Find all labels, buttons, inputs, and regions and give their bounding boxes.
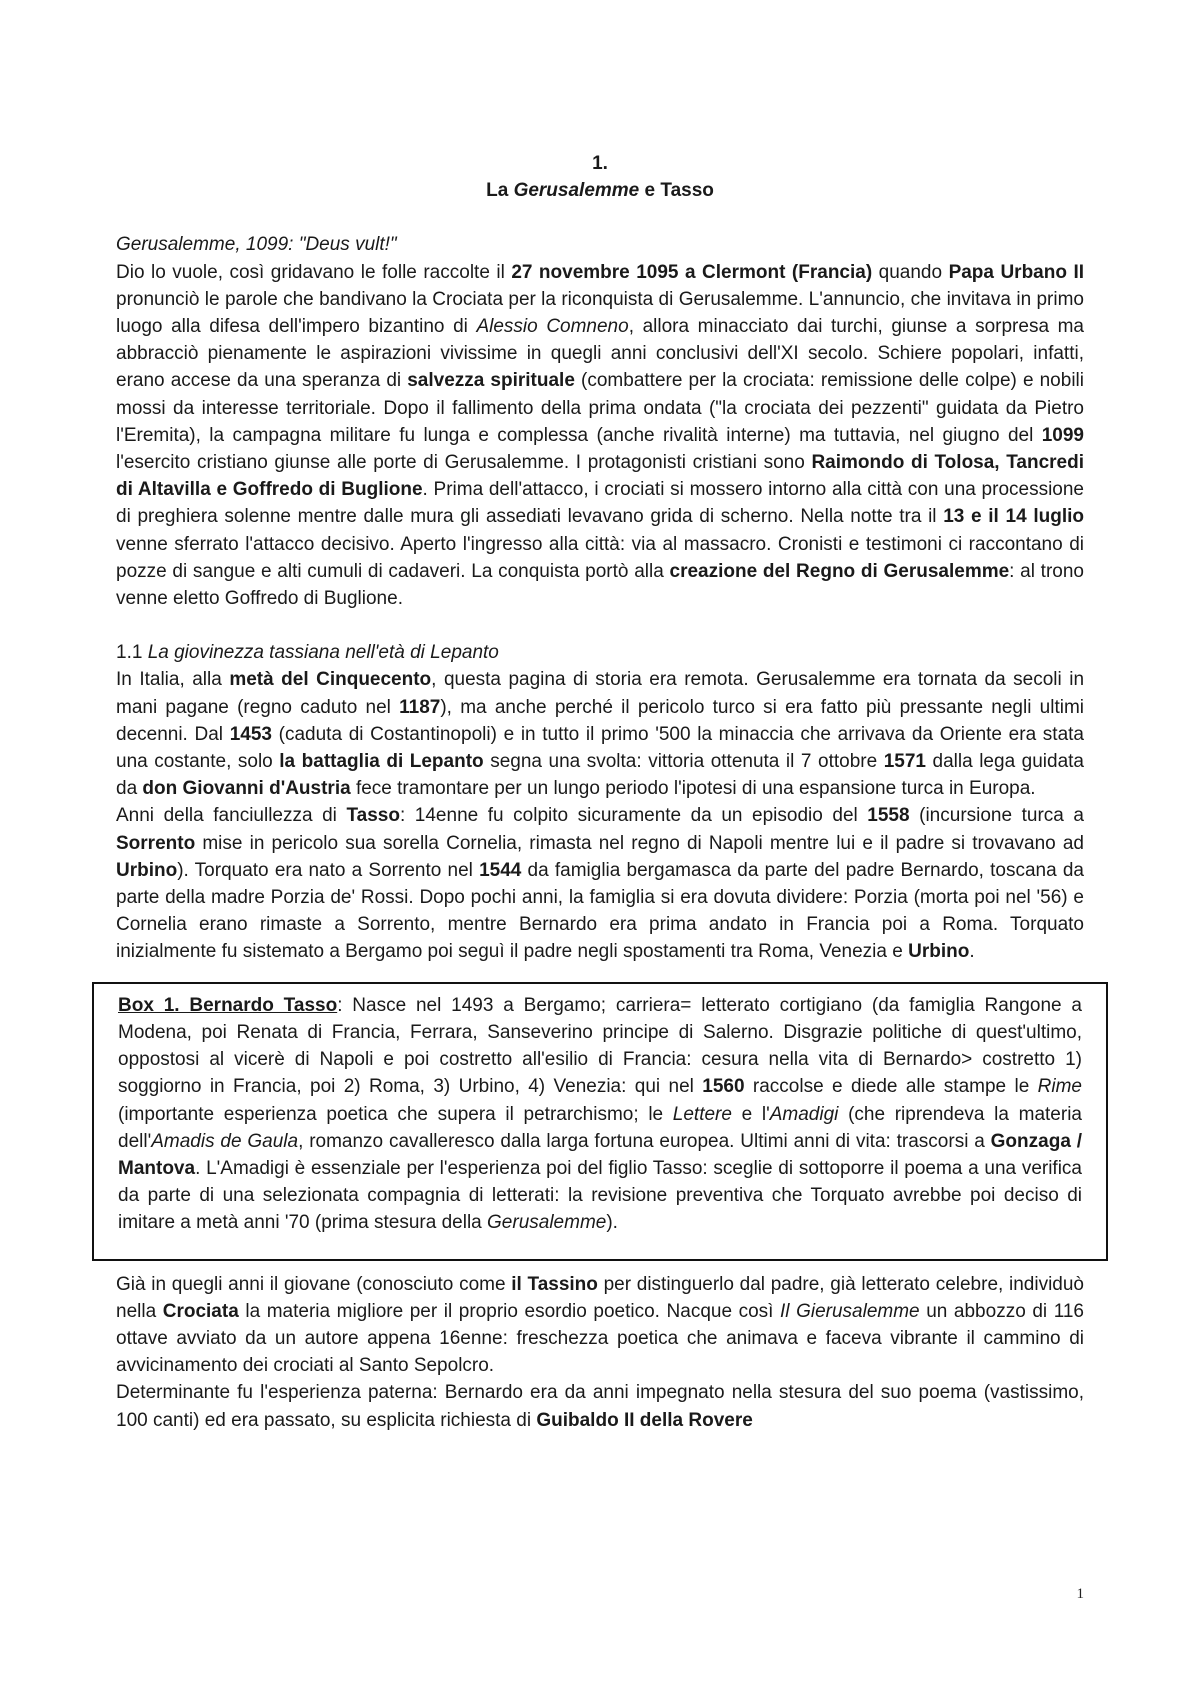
italic-text: Amadigi — [769, 1103, 839, 1125]
page-content — [116, 150, 1084, 1434]
chapter-title-pre: La — [486, 180, 514, 202]
text: . — [969, 941, 975, 963]
text: ), ma anche perché il pericolo turco si era fatto più pressante negli ultimi decenni. Dal — [116, 696, 1084, 745]
text: . L'Amadigi è essenziale per l'esperienza poi del figlio Tasso: sceglie di sottoporre il poema a una verifica da parte di una selezionata compagnia di letterati: la revisione preventiva che Torquato avrebbe poi deciso di imitare a metà anni '70 (prima stesura della — [118, 1157, 1082, 1234]
text: ). Torquato era nato a Sorrento nel — [177, 859, 480, 881]
italic-text: Il Gierusalemme — [780, 1300, 920, 1322]
bold-text: salvezza spirituale — [407, 370, 575, 392]
text: raccolse e diede alle stampe le — [744, 1076, 1038, 1098]
italic-text: Rime — [1037, 1076, 1082, 1098]
text: da famiglia bergamasca da parte del padre Bernardo, toscana da parte della madre Porzia de' Rossi. Dopo pochi anni, la famiglia si era dovuta dividere: Porzia (morta poi nel '56) e Cornelia erano rimaste a Sorrento, mentre Bernardo era prima andato in Francia poi a Roma. Torquato inizialmente fu sistemato a Bergamo poi seguì il padre negli spostamenti tra Roma, Venezia e — [116, 859, 1085, 963]
text: : 14enne fu colpito sicuramente da un episodio del — [399, 805, 868, 827]
box-text — [118, 992, 1082, 1237]
bold-text: 1558 — [867, 805, 910, 827]
text: : al trono venne eletto Goffredo di Buglione. — [116, 560, 1084, 610]
spacer — [116, 612, 1084, 639]
section-subtitle — [116, 231, 1084, 258]
text: venne sferrato l'attacco decisivo. Aperto l'ingresso alla città: via al massacro. Cronisti e testimoni ci raccontano di pozze di sangue e alti cumuli di cadaveri. La conquista portò alla — [116, 533, 1084, 582]
italic-text: Alessio Comneno — [476, 316, 629, 338]
text: l'esercito cristiano giunse alle porte di Gerusalemme. I protagonisti cristiani sono — [116, 452, 812, 474]
text: (caduta di Costantinopoli) e in tutto il primo '500 la minaccia che arrivava da Oriente era stata una costante, solo — [116, 723, 1085, 773]
bold-text: Gonzaga / Mantova — [118, 1130, 1082, 1179]
bold-text: 1544 — [479, 859, 522, 881]
chapter-title-post: e Tasso — [639, 180, 714, 202]
text: , romanzo cavalleresco dalla larga fortuna europea. Ultimi anni di vita: trascorsi a — [298, 1130, 991, 1152]
paragraph-childhood — [116, 802, 1084, 965]
text: In Italia, alla — [116, 669, 230, 691]
text: e l' — [731, 1103, 770, 1125]
bold-text: creazione del Regno di Gerusalemme — [669, 560, 1010, 582]
text: quando — [872, 261, 949, 283]
subtitle-jerusalem-1099: Gerusalemme, 1099: "Deus vult!" — [116, 234, 397, 256]
chapter-number: 1. — [592, 153, 608, 174]
spacer — [116, 1261, 1084, 1271]
text: : Nasce nel 1493 a Bergamo; carriera= letterato cortigiano (da famiglia Rangone a Modena, poi Renata di Francia, Ferrara, Sanseverino principe di Salerno. Disgrazie politiche di quest'ultimo, oppostosi al vicerè di Napoli e poi costretto all'esilio di Francia: cesura nella vita di Bernardo> costretto 1) soggiorno in Francia, poi 2) Roma, 3) Urbino, 4) Venezia: qui nel — [118, 994, 1083, 1098]
text: (combattere per la crociata: remissione delle colpe) e nobili mossi da interesse territoriale. Dopo il fallimento della prima ondata ("la crociata dei pezzenti" guidata da Pietro l'Eremita), la campagna militare fu lunga e complessa (anche rivalità interne) ma tuttavia, nel giugno del — [116, 370, 1084, 446]
bold-text: 1099 — [1041, 424, 1084, 446]
bold-text: 13 e il 14 luglio — [943, 506, 1084, 528]
bold-text: Guibaldo II della Rovere — [536, 1409, 753, 1431]
text: segna una svolta: vittoria ottenuta il 7 ottobre — [483, 751, 884, 773]
bold-text: Raimondo di Tolosa, Tancredi di Altavilla e Goffredo di Buglione — [116, 452, 1084, 501]
text: un abbozzo di 116 ottave avviato da un autore appena 16enne: freschezza poetica che animava e faceva vibrante il cammino di avvicinamento dei crociati al Santo Sepolcro. — [116, 1300, 1084, 1377]
text: mise in pericolo sua sorella Cornelia, rimasta nel regno di Napoli mentre lui e il padre si trovavano ad — [195, 832, 1084, 854]
page-number: 1 — [1076, 1586, 1084, 1602]
paragraph-lepanto — [116, 666, 1084, 802]
bold-text: la battaglia di Lepanto — [279, 751, 484, 773]
section-subtitle — [116, 639, 1084, 666]
text: , allora minacciato dai turchi, giunse a sorpresa ma abbracciò pienamente le aspirazioni vivissime in quegli anni conclusivi dell'XI secolo. Schiere popolari, infatti, erano accese da una speranza di — [116, 316, 1084, 392]
text: Già in quegli anni il giovane (conosciuto come — [116, 1273, 512, 1295]
bold-text: Urbino — [116, 859, 178, 881]
bold-text: 1187 — [399, 696, 441, 718]
text: ). — [606, 1212, 618, 1234]
bold-text: metà del Cinquecento — [229, 669, 432, 691]
paragraph-crusade — [116, 259, 1084, 613]
bold-text: 1560 — [702, 1076, 745, 1098]
text: la materia migliore per il proprio esordio poetico. Nacque così — [238, 1300, 781, 1322]
bold-text: Sorrento — [116, 832, 196, 854]
subsection-number: 1.1 — [116, 642, 148, 664]
paragraph-tassino — [116, 1271, 1084, 1380]
paragraph-paternal-experience — [116, 1379, 1084, 1433]
text: dalla lega guidata da — [116, 751, 1085, 800]
text: Dio lo vuole, così gridavano le folle raccolte il — [116, 261, 512, 283]
bold-text: Crociata — [162, 1300, 239, 1322]
text: (importante esperienza poetica che supera il petrarchismo; le — [118, 1103, 673, 1125]
bold-text: 27 novembre 1095 a Clermont (Francia) — [511, 261, 873, 283]
text: (incursione turca a — [909, 805, 1084, 827]
bold-text: don Giovanni d'Austria — [142, 778, 351, 800]
text: fece tramontare per un lungo periodo l'ipotesi di una espansione turca in Europa. — [350, 778, 1036, 800]
chapter-title-italic: Gerusalemme — [513, 180, 640, 202]
box-bernardo-tasso — [92, 982, 1108, 1261]
text: (che riprendeva la materia dell' — [118, 1103, 1082, 1152]
bold-text: 1571 — [883, 751, 926, 773]
subsection-title: La giovinezza tassiana nell'età di Lepanto — [147, 642, 499, 664]
bold-text: Urbino — [908, 941, 970, 963]
text: Anni della fanciullezza di — [116, 805, 347, 827]
text: Determinante fu l'esperienza paterna: Bernardo era da anni impegnato nella stesura del suo poema (vastissimo, 100 canti) ed era passato, su esplicita richiesta di — [116, 1382, 1084, 1431]
text: , questa pagina di storia era remota. Gerusalemme era tornata da secoli in mani pagane (regno caduto nel — [116, 669, 1085, 718]
bold-text: il Tassino — [511, 1273, 598, 1295]
text: . Prima dell'attacco, i crociati si mossero intorno alla città con una processione di preghiera solenne mentre dalle mura gli assediati levavano grida di scherno. Nella notte tra il — [116, 479, 1085, 528]
italic-text: Amadis de Gaula — [151, 1130, 299, 1152]
italic-text: Gerusalemme — [487, 1212, 607, 1234]
bold-text: 1453 — [229, 723, 272, 745]
bold-text: Tasso — [346, 805, 400, 827]
text: pronunciò le parole che bandivano la Crociata per la riconquista di Gerusalemme. L'annuncio, che invitava in primo luogo alla difesa dell'impero bizantino di — [116, 288, 1084, 338]
box-title: Box 1. Bernardo Tasso — [118, 994, 338, 1016]
spacer — [116, 204, 1084, 231]
chapter-title — [116, 177, 1084, 204]
bold-text: Papa Urbano II — [948, 261, 1085, 283]
italic-text: Lettere — [672, 1103, 732, 1125]
text: per distinguerlo dal padre, già letterato celebre, individuò nella — [116, 1273, 1084, 1322]
